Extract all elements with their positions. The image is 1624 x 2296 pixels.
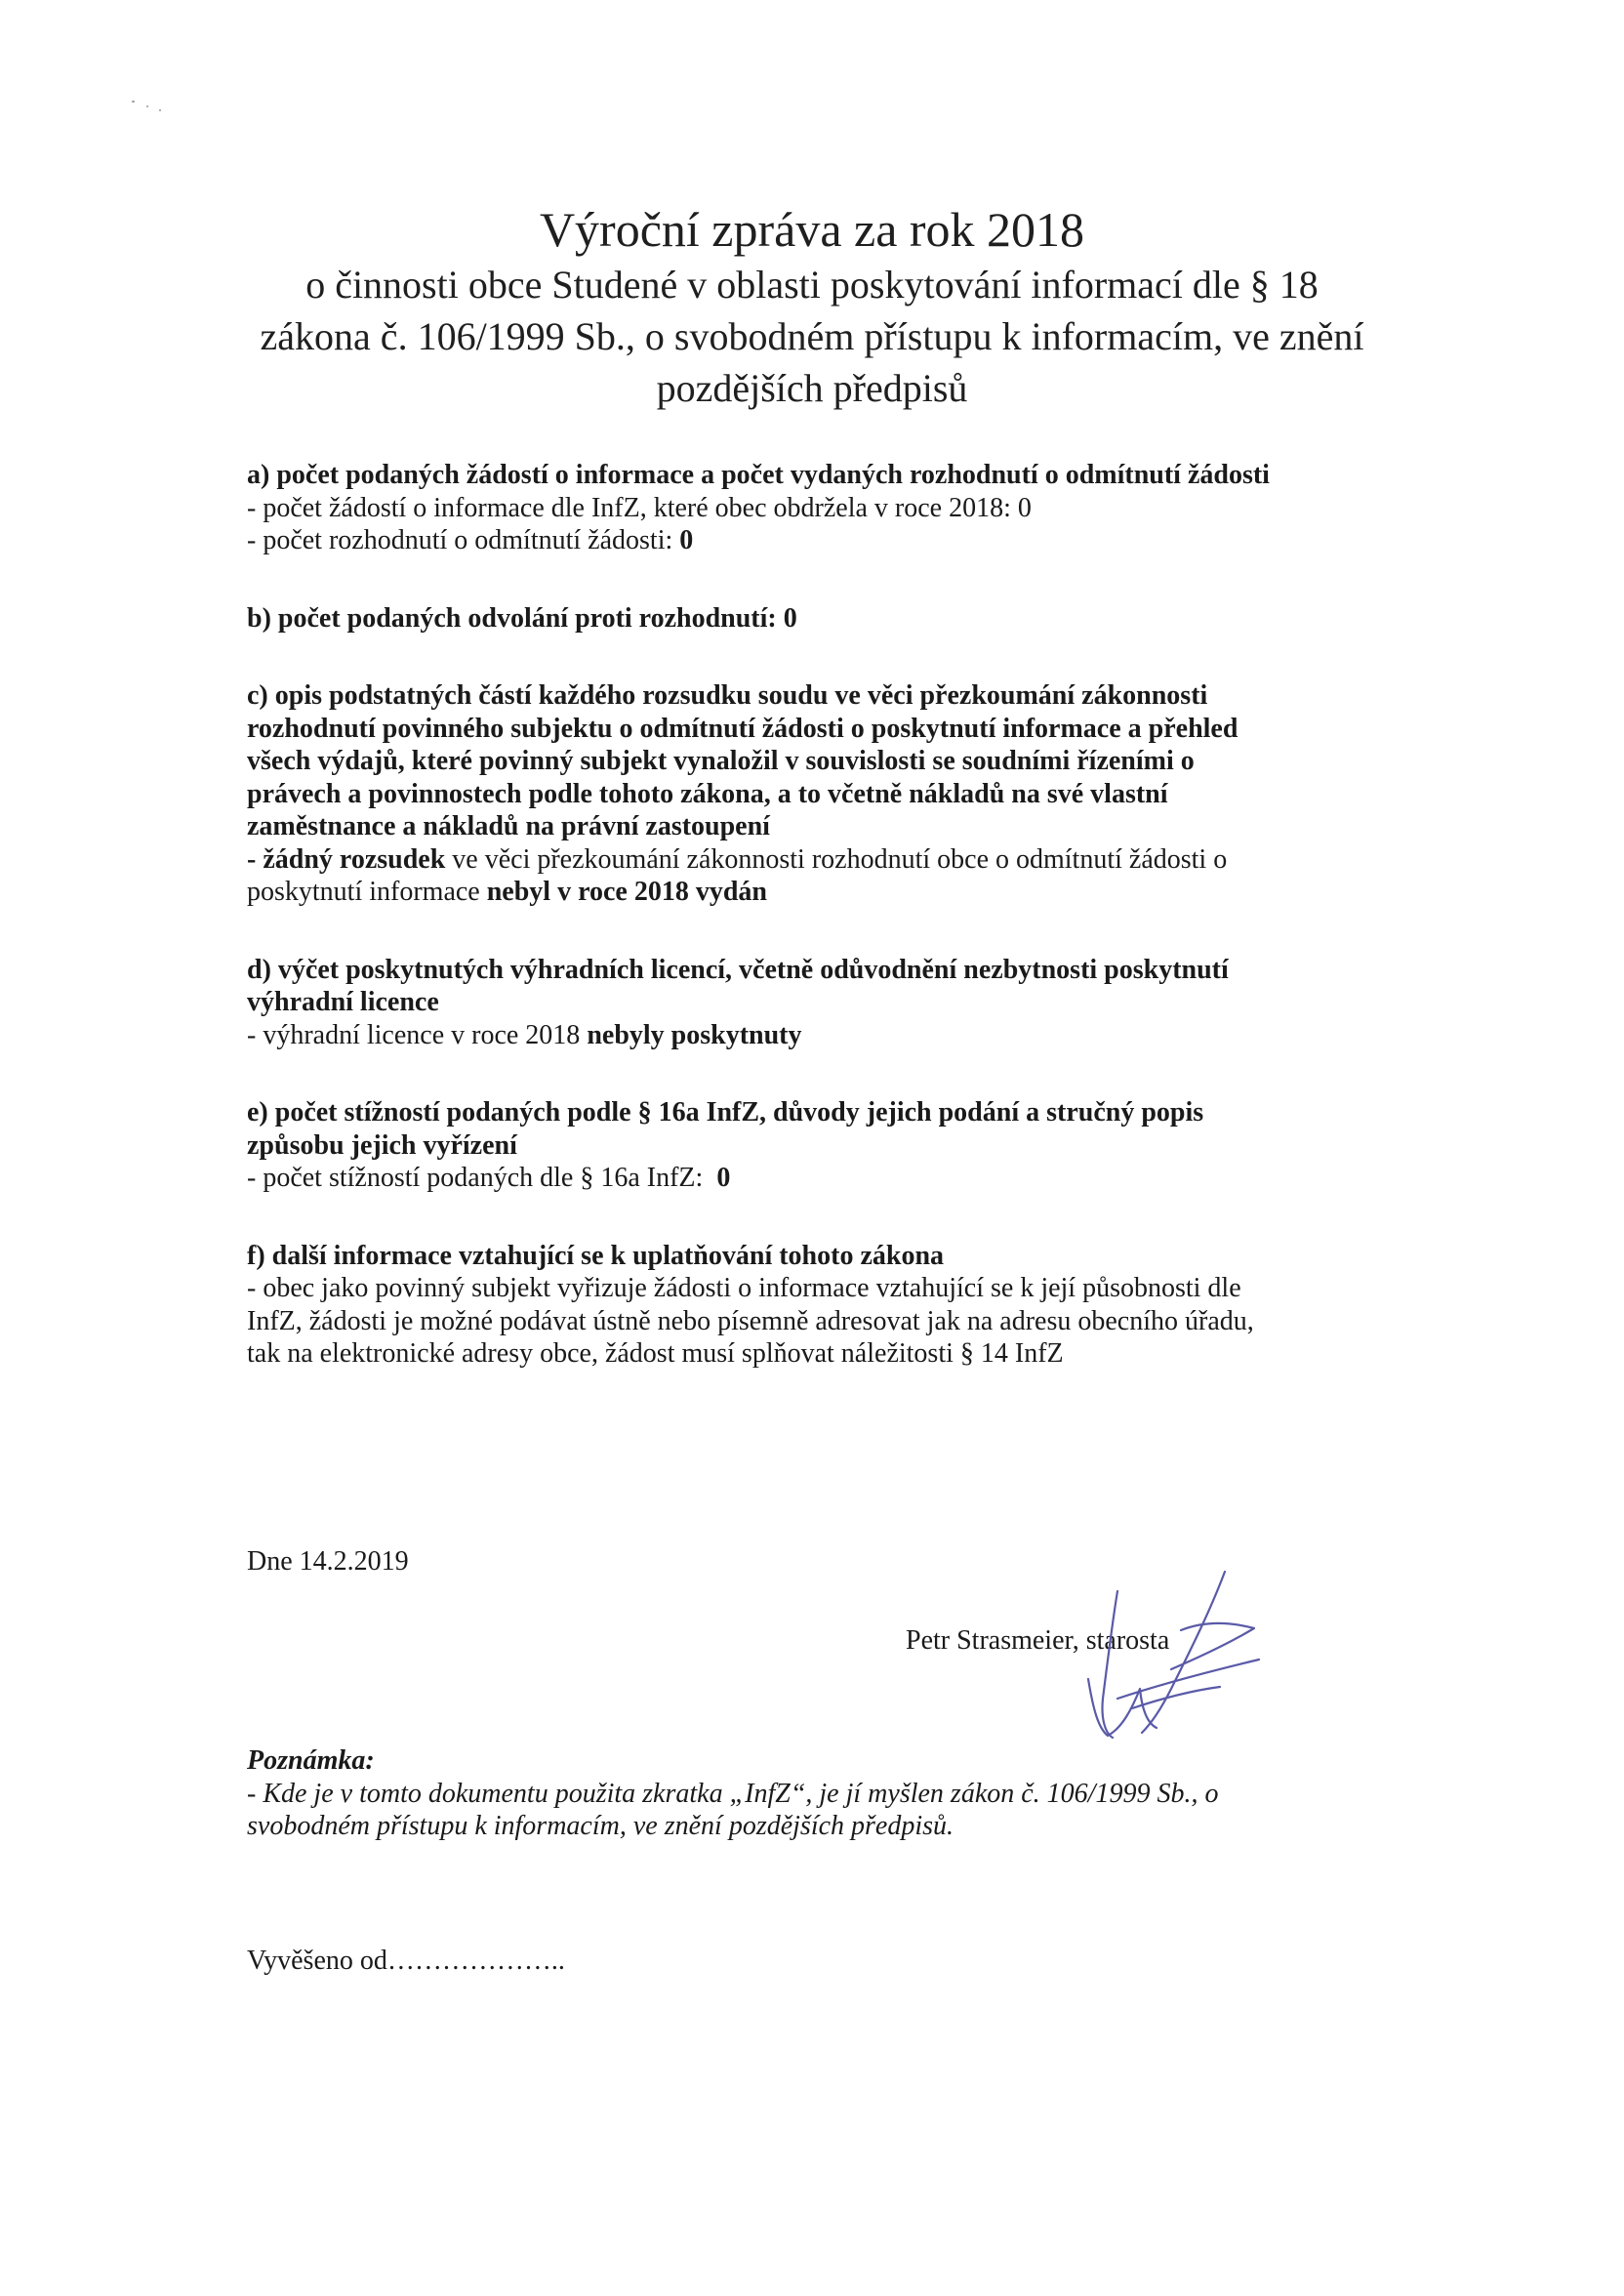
scan-speck (146, 105, 148, 107)
section-c (247, 679, 1447, 909)
note-block (247, 1744, 1447, 1843)
note-heading: Poznámka: (247, 1745, 375, 1776)
signature-stroke (1142, 1572, 1225, 1733)
section-e-text-line (247, 1162, 1447, 1195)
section-a-line-2-value: 0 (679, 525, 694, 555)
section-c-text-line-1 (247, 843, 1447, 877)
section-f-line: tak na elektronické adresy obce, žádost musí splňovat náležitosti § 14 InfZ (247, 1338, 1064, 1369)
section-c-text-2: poskytnutí informace (247, 877, 487, 907)
section-c-heading-line: zaměstnance a nákladů na právní zastoupení (247, 811, 770, 841)
section-c-text-line-2 (247, 876, 1447, 909)
section-d-heading-line: d) výčet poskytnutých výhradních licencí, včetně odůvodnění nezbytnosti poskytnutí (247, 954, 1229, 985)
section-a-line-2-text: - počet rozhodnutí o odmítnutí žádosti: (247, 525, 680, 555)
document-date: Dne 14.2.2019 (247, 1546, 409, 1577)
note-line: - Kde je v tomto dokumentu použita zkratka „InfZ“, je jí myšlen zákon č. 106/1999 Sb., o (247, 1778, 1219, 1809)
section-c-heading-line: právech a povinnostech podle tohoto zákona, a to včetně nákladů na své vlastní (247, 778, 1168, 809)
section-f-heading: f) další informace vztahující se k uplatňování tohoto zákona (247, 1240, 945, 1271)
signature-stroke (1102, 1591, 1117, 1738)
section-e-heading-line: e) počet stížností podaných podle § 16a InfZ, důvody jejich podání a stručný popis (247, 1097, 1204, 1128)
subtitle-line: o činnosti obce Studené v oblasti poskytování informací dle § 18 (305, 263, 1319, 307)
scan-speck (132, 101, 135, 102)
section-e (247, 1096, 1447, 1195)
section-c-text-1: ve věci přezkoumání zákonnosti rozhodnutí obce o odmítnutí žádosti o (445, 843, 1228, 875)
scan-speck (159, 109, 161, 111)
section-e-heading-line: způsobu jejich vyřízení (247, 1129, 517, 1161)
section-e-text: - počet stížností podaných dle § 16a InfZ: (247, 1163, 717, 1193)
section-b-heading: b) počet podaných odvolání proti rozhodnutí: 0 (247, 602, 797, 634)
section-a-heading: a) počet podaných žádostí o informace a počet vydaných rozhodnutí o odmítnutí žádosti (247, 460, 1270, 490)
section-a-line-1: - počet žádostí o informace dle InfZ, které obec obdržela v roce 2018: 0 (247, 492, 1032, 523)
section-a (247, 459, 1447, 557)
section-b (247, 602, 1447, 636)
report-body (247, 459, 1447, 1415)
section-d-heading-line: výhradní licence (247, 987, 439, 1017)
note-line: svobodném přístupu k informacím, ve znění pozdějších předpisů. (247, 1811, 954, 1841)
subtitle-line: pozdějších předpisů (656, 366, 968, 410)
section-d-bold: nebyly poskytnuty (587, 1019, 802, 1050)
section-f-line: - obec jako povinný subjekt vyřizuje žádosti o informace vztahující se k její působnosti dle (247, 1273, 1241, 1303)
section-d-text: - výhradní licence v roce 2018 (247, 1019, 588, 1050)
section-d (247, 954, 1447, 1052)
section-e-bold: 0 (716, 1163, 731, 1193)
handwritten-signature (1025, 1562, 1279, 1757)
section-c-heading-line: c) opis podstatných částí každého rozsudku soudu ve věci přezkoumání zákonnosti (247, 680, 1208, 711)
section-c-bold-1: - žádný rozsudek (247, 843, 446, 875)
section-a-line-2 (247, 524, 1447, 557)
document-header (195, 200, 1429, 414)
signer-name: Petr Strasmeier, starosta (906, 1625, 1170, 1656)
document-title: Výroční zpráva za rok 2018 (539, 202, 1085, 257)
posted-from: Vyvěšeno od……………….. (247, 1946, 565, 1976)
section-f (247, 1240, 1447, 1371)
section-d-text-line (247, 1019, 1447, 1052)
section-c-bold-2: nebyl v roce 2018 vydán (486, 877, 768, 907)
subtitle-line: zákona č. 106/1999 Sb., o svobodném přístupu k informacím, ve znění (260, 314, 1364, 358)
section-c-heading-line: rozhodnutí povinného subjektu o odmítnutí žádosti o poskytnutí informace a přehled (247, 713, 1238, 744)
section-f-line: InfZ, žádosti je možné podávat ústně nebo písemně adresovat jak na adresu obecního úřadu, (247, 1305, 1254, 1336)
section-c-heading-line: všech výdajů, které povinný subjekt vynaložil v souvislosti se soudními řízeními o (247, 746, 1195, 776)
